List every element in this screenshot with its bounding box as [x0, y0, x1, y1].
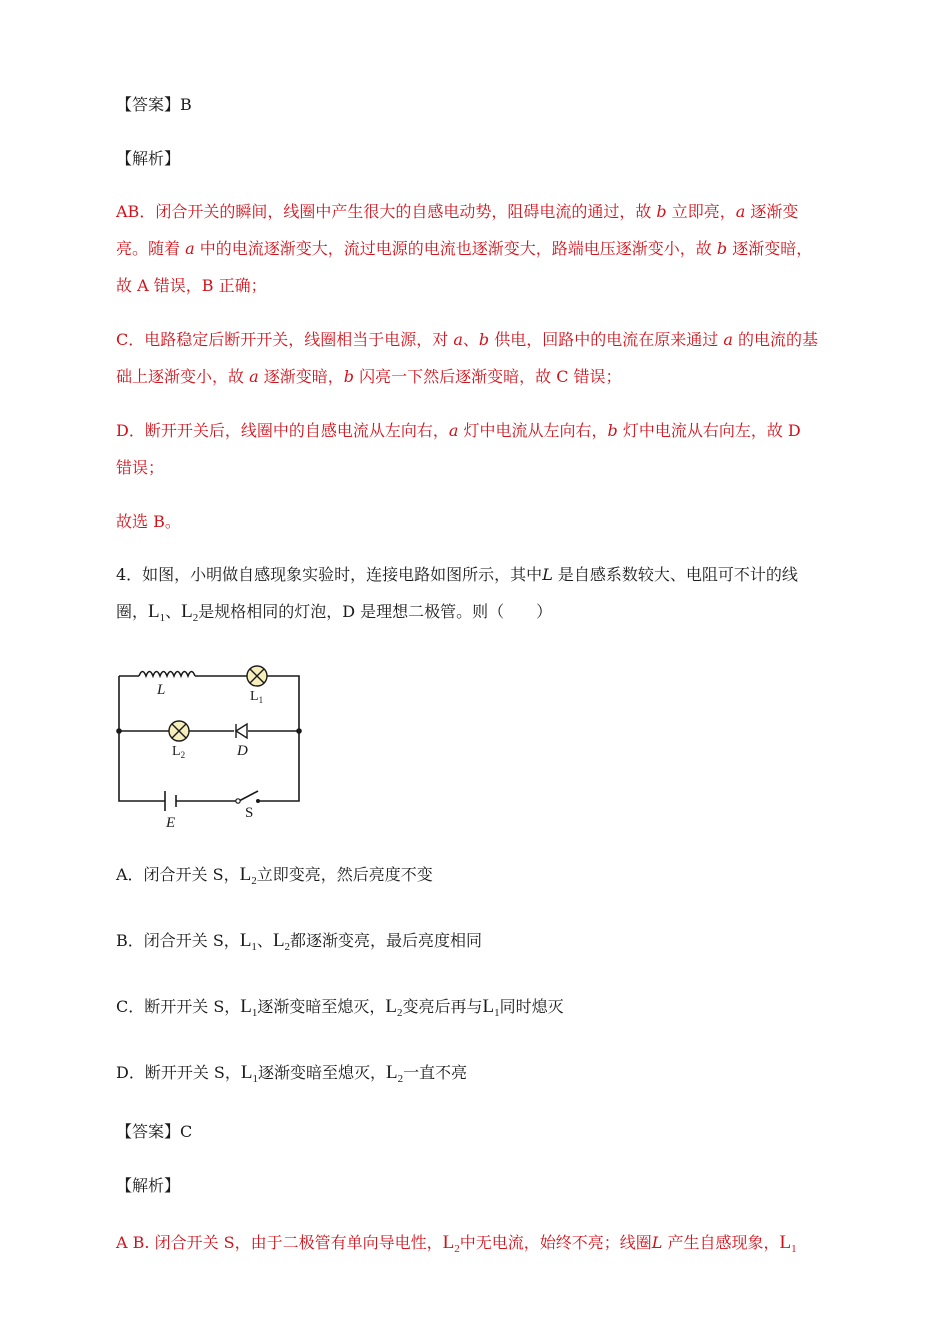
label-diode: D: [237, 743, 248, 759]
switch-blade: [239, 791, 258, 801]
sub: 2: [251, 875, 257, 887]
text: 础上逐渐变小，故: [116, 367, 245, 386]
sub: 1: [494, 1007, 500, 1019]
text: 闪亮一下然后逐渐变暗，故 C 错误；: [359, 367, 622, 386]
text: 立即变亮，然后亮度不变: [256, 865, 433, 884]
symbol-L2: [385, 996, 402, 1017]
sub: 1: [251, 941, 257, 953]
text: 是规格相同的灯泡，D 是理想二极管。则（ ）: [198, 602, 553, 621]
var-b: b: [607, 421, 618, 440]
sub: 2: [454, 1243, 460, 1255]
L: L: [148, 601, 160, 622]
L: L: [239, 930, 252, 951]
switch-contact-right: [256, 799, 260, 803]
text: A．闭合开关 S，: [116, 865, 240, 884]
label-lamp-L1: [250, 689, 263, 705]
text: 灯中电流从左向右，: [463, 421, 608, 440]
L: L: [779, 1232, 792, 1253]
L: L: [385, 996, 398, 1017]
circuit-diagram: [110, 655, 310, 835]
symbol-L2: [273, 930, 290, 951]
var-a: a: [448, 421, 459, 440]
label-lamp-L2: [172, 744, 185, 760]
var-a: a: [735, 202, 746, 221]
symbol-L2: [181, 601, 198, 622]
text: 逐渐变暗，: [263, 367, 344, 386]
q3-conclusion: 故选 B。: [116, 512, 181, 531]
symbol-L1: [483, 996, 500, 1017]
text: A B. 闭合开关 S，由于二极管有单向导电性，: [116, 1233, 443, 1252]
symbol-L1: [240, 996, 257, 1017]
text: C．电路稳定后断开开关，线圈相当于电源，对: [116, 330, 449, 349]
text: 中的电流逐渐变大，流过电源的电流也逐渐变大，路端电压逐渐变小，故: [199, 239, 712, 258]
sub: 2: [284, 941, 291, 953]
text: B．闭合开关 S，: [116, 931, 240, 950]
var-a: a: [249, 367, 259, 386]
symbol-L1: [779, 1232, 796, 1253]
label-switch: S: [245, 805, 254, 821]
symbol-L1: [148, 601, 165, 622]
text: 是自感系数较大、电阻可不计的线: [557, 565, 798, 584]
q3-analysis-tag: 【解析】: [116, 149, 181, 168]
text: C．断开开关 S，: [116, 997, 241, 1016]
text: 同时熄灭: [499, 997, 564, 1016]
q3-analysis-p2: [116, 321, 838, 395]
sub: 1: [251, 1007, 258, 1019]
q3-answer-tag: 【答案】B: [116, 95, 192, 114]
q3-analysis-p1: [116, 193, 838, 304]
text: 、: [462, 330, 479, 349]
switch-contact-left: [236, 799, 240, 803]
text: 中无电流，始终不亮；线圈: [459, 1233, 652, 1252]
text: 的电流的基: [738, 330, 819, 349]
inductor-coil: [139, 672, 195, 677]
text: 逐渐变暗，: [732, 239, 813, 258]
text: 逐渐变暗至熄灭，: [258, 1063, 387, 1082]
text: D．断开开关 S，: [116, 1063, 241, 1082]
L: L: [172, 744, 181, 759]
wire-top-right: [259, 676, 299, 801]
var-b: b: [656, 202, 667, 221]
text: 圈，: [116, 602, 149, 621]
text: 供电，回路中的电流在原来通过: [494, 330, 719, 349]
L: L: [250, 689, 259, 704]
L: L: [240, 1062, 253, 1083]
q4-option-b: [116, 922, 838, 966]
L: L: [239, 864, 252, 885]
q4-answer-tag: 【答案】C: [116, 1122, 193, 1141]
text: 、: [256, 931, 273, 950]
text: 立即亮，: [671, 202, 736, 221]
symbol-L2: [386, 1062, 403, 1083]
q4-option-d: [116, 1054, 838, 1098]
var-b: b: [343, 367, 355, 386]
label-battery: E: [166, 815, 176, 831]
junction-right: [296, 728, 302, 734]
var-b: b: [478, 330, 490, 349]
L: L: [240, 996, 252, 1017]
sub: 2: [397, 1007, 403, 1019]
q4-analysis-p1: [116, 1224, 846, 1268]
sub: 2: [397, 1073, 404, 1085]
symbol-L1: [240, 930, 257, 951]
text: 、: [165, 602, 182, 621]
L: L: [181, 601, 193, 622]
var-L: L: [651, 1233, 663, 1252]
sub: 1: [258, 695, 264, 705]
q4-analysis-tag: 【解析】: [116, 1176, 181, 1195]
var-a: a: [185, 239, 195, 258]
L: L: [442, 1232, 455, 1253]
q4-stem: [116, 556, 838, 637]
lamp-L2: [169, 721, 189, 741]
text: D．断开开关后，线圈中的自感电流从左向右，: [116, 421, 449, 440]
symbol-L1: [241, 1062, 258, 1083]
text: 逐渐变暗至熄灭，: [257, 997, 386, 1016]
q3-analysis-p3: [116, 412, 838, 486]
L: L: [272, 930, 285, 951]
text: 亮。随着: [116, 239, 181, 258]
text: AB．闭合开关的瞬间，线圈中产生很大的自感电动势，阻碍电流的通过，故: [116, 202, 652, 221]
text: 都逐渐变亮，最后亮度相同: [290, 931, 483, 950]
text: 故 A 错误，B 正确；: [116, 276, 267, 295]
var-a: a: [453, 330, 463, 349]
L: L: [386, 1062, 398, 1083]
text: 逐渐变: [750, 202, 799, 221]
text: 产生自感现象，: [667, 1233, 780, 1252]
var-a: a: [723, 330, 733, 349]
lamp-L1: [247, 666, 267, 686]
sub: 1: [252, 1073, 258, 1085]
sub: 2: [180, 750, 186, 760]
junction-left: [116, 728, 122, 734]
var-b: b: [716, 239, 728, 258]
text: 灯中电流从右向左，故 D: [622, 421, 801, 440]
symbol-L2: [443, 1232, 460, 1253]
text: 4．如图，小明做自感现象实验时，连接电路如图所示，其中: [116, 565, 543, 584]
text: 错误；: [116, 458, 165, 477]
q4-option-a: [116, 856, 838, 900]
sub: 2: [192, 612, 199, 624]
sub: 1: [159, 612, 166, 624]
text: 变亮后再与: [402, 997, 483, 1016]
sub: 1: [791, 1243, 797, 1255]
L: L: [482, 996, 495, 1017]
text: 一直不亮: [403, 1063, 468, 1082]
symbol-L2: [240, 864, 257, 885]
label-inductor: L: [157, 682, 166, 698]
var-L: L: [542, 565, 553, 584]
diode: [236, 724, 247, 738]
q4-option-c: [116, 988, 838, 1032]
